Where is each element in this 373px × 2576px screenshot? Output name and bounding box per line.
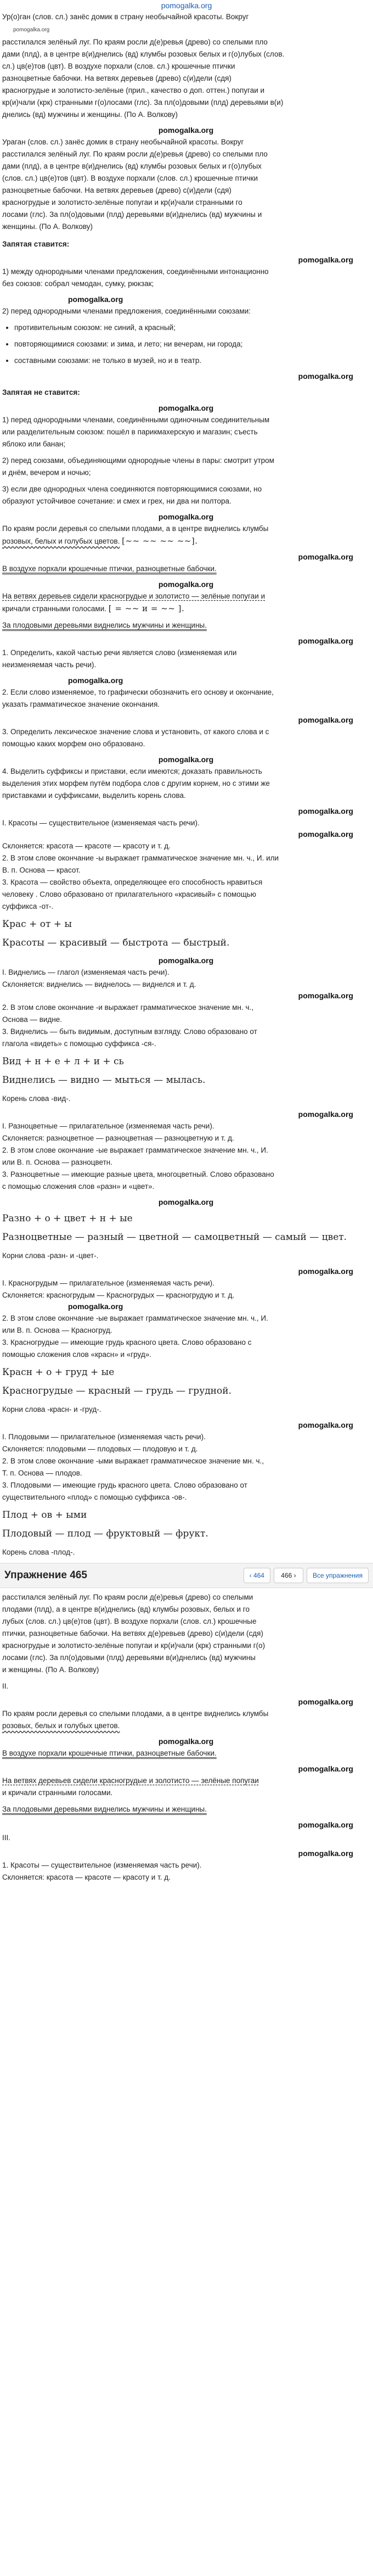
watermark: pomogalka.org	[298, 636, 353, 645]
watermark: pomogalka.org	[158, 1198, 214, 1206]
rule-comma-1: 1) между однородными членами предложения, соединёнными интонационно без союзов: собрал чемодан, сумку, рюкзак;	[2, 267, 269, 288]
morph-analysis-5: Плодовый — плод — фруктовый — фрукт.	[2, 1528, 208, 1539]
root-krasn-grud: Корни слова -красн- и -груд-.	[2, 1405, 101, 1413]
morph-formula-2: Вид + н + е + л + и + сь	[2, 1056, 124, 1067]
morph-formula-1: Крас + от + ы	[2, 919, 72, 930]
exercise-title: Упражнение 465	[4, 1569, 87, 1581]
section-ii: II.	[2, 1682, 9, 1690]
site-top-link[interactable]: pomogalka.org	[161, 1, 212, 10]
watermark: pomogalka.org	[298, 991, 353, 1000]
heading-comma-not-placed: Запятая не ставится:	[2, 388, 80, 396]
watermark: pomogalka.org	[158, 1737, 214, 1746]
watermark-inline: pomogalka.org	[13, 27, 50, 33]
analysis-krasoty: I. Красоты — существительное (изменяемая часть речи). pomogalka.org Склоняется: красота — красоте — красоту и т. д. 2. В этом слове окончание -ы выражает грамматическое значение мн. ч., И. или В. п. Основа — красот. 3. Красота — свойство объекта, определяющее его способность нравиться человеку . Слово образовано от прилагательного «красивый» с помощью суффикса -от-.	[2, 819, 353, 910]
rule-analysis-4: 4. Выделить суффиксы и приставки, если имеются; доказать правильность выделения этих морфем путём подбора слов с другим корнем, но с этими же приставками и суффиксами, выделить корень слова.	[2, 767, 270, 800]
analysis-raznocvetnye: I. Разноцветные — прилагательное (изменяемая часть речи). Склоняется: разноцветное — разноцветная — разноцветную и т. д. 2. В этом слове окончание -ые выражает грамматическое значение мн. ч., И. или В. п. Основа — разноцветн. 3. Разноцветные — имеющие разные цвета, многоцветный. Слово образовано с помощью сложения слов «разн» и «цвет».	[2, 1122, 274, 1191]
morph-formula-4: Красн + о + груд + ые	[2, 1367, 115, 1378]
watermark: pomogalka.org	[158, 512, 214, 521]
list-item: • повторяющимися союзами: и зима, и лето; ни вечерам, ни города;	[14, 338, 370, 350]
analysis-krasoty-2: 1. Красоты — существительное (изменяемая часть речи). Склоняется: красота — красоте — красоту и т. д.	[2, 1861, 202, 1881]
analysis-vidnelis: I. Виднелись — глагол (изменяемая часть речи). Склоняется: виднелись — виднелось — виднелся и т. д. pomogalka.org 2. В этом слове окончание -и выражает грамматическое значение мн. ч., Основа — видне. 3. Виднелись — быть видимым, доступным взгляду. Слово образовано от глагола «видеть» с помощью суффикса -ся-.	[2, 968, 353, 1048]
rule-analysis-1: 1. Определить, какой частью речи является слово (изменяемая или неизменяемая часть речи).	[2, 649, 237, 669]
watermark: pomogalka.org	[298, 830, 353, 839]
second-content	[0, 1591, 373, 1884]
watermark: pomogalka.org	[68, 1302, 123, 1311]
sentence-4: За плодовыми деревьями виднелись мужчины и женщины.	[2, 621, 207, 629]
watermark: pomogalka.org	[298, 1110, 353, 1119]
watermark: pomogalka.org	[68, 295, 123, 304]
rule-comma-2: 2) перед однородными членами предложения, соединёнными союзами:	[2, 307, 251, 315]
scheme-2: [ = ~~ и = ~~ ].	[108, 604, 185, 613]
morph-analysis-4: Красногрудые — красный — грудь — грудной.	[2, 1385, 231, 1396]
sentence-2: В воздухе порхали крошечные птички, разноцветные бабочки.	[2, 565, 217, 573]
watermark: pomogalka.org	[298, 716, 353, 724]
root-razn-cvet: Корни слова -разн- и -цвет-.	[2, 1251, 99, 1260]
watermark: pomogalka.org	[158, 580, 214, 589]
heading-comma-placed: Запятая ставится:	[2, 240, 70, 248]
morph-analysis-2: Виднелись — видно — мыться — мылась.	[2, 1075, 206, 1086]
paragraph-2: Ураган (слов. сл.) занёс домик в страну необычайной красоты. Вокруг расстилался зелёный луг. По краям росли д(е)ревья (древо) со спелыми пло дами (плд), а в центре в(и)днелись (вд) клумбы розовых белых и г(о)лубых (слов. сл.) цв(е)тов (цвт). В воздухе порхали (слов. сл.) крошечные птички разноцветные бабочки. На ветвях деревьев (древо) с(и)дели (сдя) красногрудые и золотисто-зелёные попугаи и кр(и)чали странными го лосами (глс). За пл(о)довыми (плд) деревьями в(и)днелись (вд) мужчины и женщины. (По А. Волкову)	[2, 138, 268, 231]
rule-analysis-3: 3. Определить лексическое значение слова и установить, от какого слова и с помощью каких морфем оно образовано.	[2, 728, 269, 748]
rule-nocomma-1: 1) перед однородными членами, соединёнными одиночным соединительным или разделительным союзом: пошёл в парикмахерскую и магазин; съесть яблоко или банан;	[2, 416, 270, 448]
paragraph-1: Ур(о)ган (слов. сл.) занёс домик в страну необычайной красоты. Вокруг pomogalka.org расстилался зелёный луг. По краям росли д(е)ревья (древо) со спелыми пло дами (плд), а в центре в(и)днелись (вд) клумбы розовых белых и г(о)лубых (слов. сл.) цв(е)тов (цвт). В воздухе порхали (слов. сл.) крошечные птички разноцветные бабочки. На ветвях деревьев (древо) с(и)дели (сдя) красногрудые и золотисто-зелёные (прил., качество о доп. оттен.) попугаи и кр(и)чали (крк) странными г(о)лосами (глс). За пл(о)довыми (плд) деревьями в(и) днелись (вд) мужчины и женщины. (По А. Волкову)	[2, 13, 285, 119]
rule-nocomma-2: 2) перед союзами, объединяющими однородные члены в пары: смотрит утром и днём, вечером и ночью;	[2, 456, 274, 477]
list-item: • составными союзами: не только в музей, но и в театр.	[14, 355, 370, 367]
watermark: pomogalka.org	[298, 1697, 353, 1706]
watermark: pomogalka.org	[158, 126, 214, 135]
comma-union-list	[2, 322, 370, 367]
watermark: pomogalka.org	[298, 1267, 353, 1276]
watermark: pomogalka.org	[298, 1820, 353, 1829]
sentence-7: На ветвях деревьев сидели красногрудые и золотисто — зелёные попугаи и кричали странными голосами.	[2, 1776, 259, 1797]
root-plod: Корень слова -плод-.	[2, 1548, 75, 1556]
analysis-krasnogrudye: I. Красногрудым — прилагательное (изменяемая часть речи). Склоняется: красногрудым — Красногрудых — красногрудую и т. д. pomogalka.org 2. В этом слове окончание -ые выражает грамматическое значение мн. ч., И. или В. п. Основа — Красногруд. 3. Красногрудые — имеющие грудь красного цвета. Слово образовано с помощью сложения слов «красн» и «груд».	[2, 1277, 370, 1361]
watermark: pomogalka.org	[298, 552, 353, 561]
prev-exercise-button[interactable]: ‹ 464	[244, 1568, 270, 1583]
watermark: pomogalka.org	[158, 404, 214, 412]
sentence-1: По краям росли деревья со спелыми плодами, а в центре виднелись клумбы розовых, белых и голубых цветов. [~~ ~~ ~~ ~~].	[2, 524, 269, 546]
sentence-8: За плодовыми деревьями виднелись мужчины и женщины.	[2, 1805, 207, 1813]
morph-analysis-1: Красоты — красивый — быстрота — быстрый.	[2, 937, 230, 948]
sentence-6: В воздухе порхали крошечные птички, разноцветные бабочки.	[2, 1749, 217, 1757]
main-content	[0, 11, 373, 1558]
watermark: pomogalka.org	[298, 1764, 353, 1773]
rule-analysis-2: 2. Если слово изменяемое, то графически обозначить его основу и окончание, указать грамматическое значение окончания.	[2, 688, 274, 708]
morph-formula-3: Разно + о + цвет + н + ые	[2, 1213, 133, 1224]
watermark: pomogalka.org	[298, 1849, 353, 1858]
watermark: pomogalka.org	[298, 372, 353, 381]
rule-nocomma-3: 3) если две однородных члена соединяются повторяющимися союзами, но образуют устойчивое сочетание: и смех и грех, ни два ни полтора.	[2, 485, 262, 505]
section-iii: III.	[2, 1834, 11, 1842]
watermark: pomogalka.org	[298, 807, 353, 815]
scheme-1: [~~ ~~ ~~ ~~].	[122, 536, 198, 546]
next-exercise-button[interactable]: 466 ›	[274, 1568, 303, 1583]
sentence-5: По краям росли деревья со спелыми плодами, а в центре виднелись клумбы розовых, белых и голубых цветов.	[2, 1709, 269, 1730]
watermark: pomogalka.org	[68, 676, 123, 685]
watermark: pomogalka.org	[158, 755, 214, 764]
morph-formula-5: Плод + ов + ыми	[2, 1510, 87, 1521]
morph-analysis-3: Разноцветные — разный — цветной — самоцветный — самый — цвет.	[2, 1232, 347, 1243]
exercise-nav	[0, 1563, 373, 1588]
sentence-3: На ветвях деревьев сидели красногрудые и золотисто — зелёные попугаи и кричали странными голосами. [ = ~~ и = ~~ ].	[2, 592, 265, 613]
paragraph-3: расстилался зелёный луг. По краям росли д(е)ревья (древо) со спелыми плодами (плд), а в центре в(и)днелись (вд) клумбы розовых, белых и го лубых (слов. сл.) цв(е)тов (цвт). В воздухе порхали (слов. сл.) крошечные птички, разноцветные бабочки. На ветвях д(е)ревьев (древо) с(и)дели (сдя) красногрудые и золотисто-зелёные попугаи и кр(и)чали (крк) странными г(о) лосами (глс). За пл(о)довыми (плд) деревьями в(и)днелись (вд) мужчины и женщины. (По А. Волкову)	[2, 1593, 265, 1674]
list-item: • противительным союзом: не синий, а красный;	[14, 322, 370, 334]
watermark: pomogalka.org	[158, 956, 214, 965]
all-exercises-button[interactable]: Все упражнения	[307, 1568, 369, 1583]
watermark: pomogalka.org	[298, 255, 353, 264]
analysis-plodovymi: I. Плодовыми — прилагательное (изменяемая часть речи). Склоняется: плодовыми — плодовых — плодовую и т. д. 2. В этом слове окончание -ыми выражает грамматическое значение мн. ч., Т. п. Основа — плодов. 3. Плодовыми — имеющие грудь красного цвета. Слово образовано от существительного «плод» с помощью суффикса -ов-.	[2, 1433, 264, 1501]
watermark: pomogalka.org	[298, 1421, 353, 1429]
root-vid: Корень слова -вид-.	[2, 1094, 71, 1103]
